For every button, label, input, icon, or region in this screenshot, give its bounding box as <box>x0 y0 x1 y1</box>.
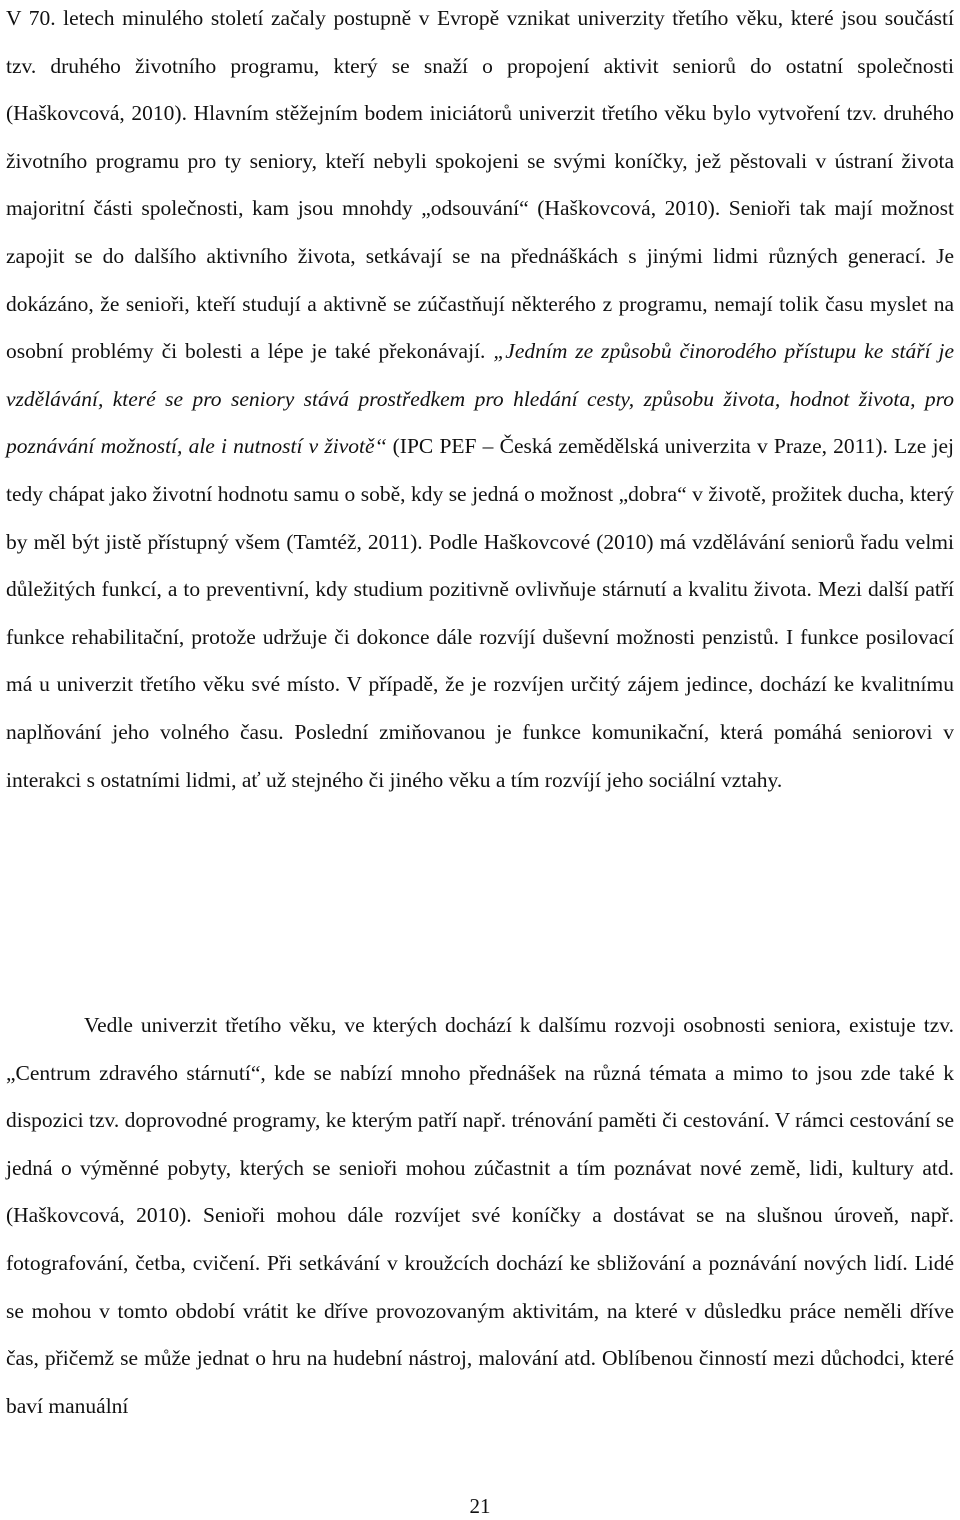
body-paragraph-2: Vedle univerzit třetího věku, ve kterých dochází k dalšímu rozvoji osobnosti seniora, existuje tzv. „Centrum zdravého stárnutí“, kde se nabízí mnoho přednášek na různá témata a mimo to jsou zde také k dispozici tzv. doprovodné programy, ke kterým patří např. trénování paměti či cestování. V rámci cestování se jedná o výměnné pobyty, kterých se senioři mohou zúčastnit a tím poznávat nové země, lidi, kultury atd. (Haškovcová, 2010). Senioři mohou dále rozvíjet své koníčky a dostávat se na slušnou úroveň, např. fotografování, četba, cvičení. Při setkávání v kroužcích dochází ke sbližování a poznávání nových lidí. Lidé se mohou v tomto období vrátit ke dříve provozovaným aktivitám, na které v důsledku práce neměli dříve čas, přičemž se může jednat o hru na hudební nástroj, malování atd. Oblíbenou činností mezi důchodci, které baví manuální <box>6 1013 954 1418</box>
paragraph-1-text-start: V 70. letech minulého století začaly postupně v Evropě vznikat univerzity třetího věku, které jsou součástí tzv. druhého životního programu, který se snaží o propojení aktivit seniorů do ostatní společnosti (Haškovcová, 2010). Hlavním stěžejním bodem iniciátorů univerzit třetího věku bylo vytvoření tzv. druhého životního programu pro ty seniory, kteří nebyli spokojeni se svými koníčky, jež pěstovali v ústraní života majoritní části společnosti, kam jsou mnohdy „odsouvání“ (Haškovcová, 2010). Senioři tak mají možnost zapojit se do dalšího aktivního života, setkávají se na přednáškách s jinými lidmi různých generací. Je dokázáno, že senioři, kteří studují a aktivně se zúčastňují některého z programu, nemají tolik času myslet na osobní problémy či bolesti a lépe je také překonávají. <box>6 6 954 364</box>
body-paragraph-1 <box>6 0 954 804</box>
paragraph-1-text-end: (IPC PEF – Česká zemědělská univerzita v Praze, 2011). Lze jej tedy chápat jako životní hodnotu samu o sobě, kdy se jedná o možnost „dobra“ v životě, prožitek ducha, který by měl být jistě přístupný všem (Tamtéž, 2011). Podle Haškovcové (2010) má vzdělávání seniorů řadu velmi důležitých funkcí, a to preventivní, kdy studium pozitivně ovlivňuje stárnutí a kvalitu života. Mezi další patří funkce rehabilitační, protože udržuje či dokonce dále rozvíjí duševní možnosti penzistů. I funkce posilovací má u univerzit třetího věku své místo. V případě, že je rozvíjen určitý zájem jedince, dochází ke kvalitnímu naplňování jeho volného času. Poslední zmiňovanou je funkce komunikační, která pomáhá seniorovi v interakci s ostatními lidmi, ať už stejného či jiného věku a tím rozvíjí jeho sociální vztahy. <box>6 434 954 792</box>
page-number: 21 <box>469 1494 491 1518</box>
paragraph-1-quotation: „Jedním ze způsobů činorodého přístupu ke stáří je vzdělávání, které se pro seniory stává prostředkem pro hledání cesty, způsobu života, hodnot života, pro poznávání možností, ale i nutností v životě‘‘ <box>6 339 955 459</box>
